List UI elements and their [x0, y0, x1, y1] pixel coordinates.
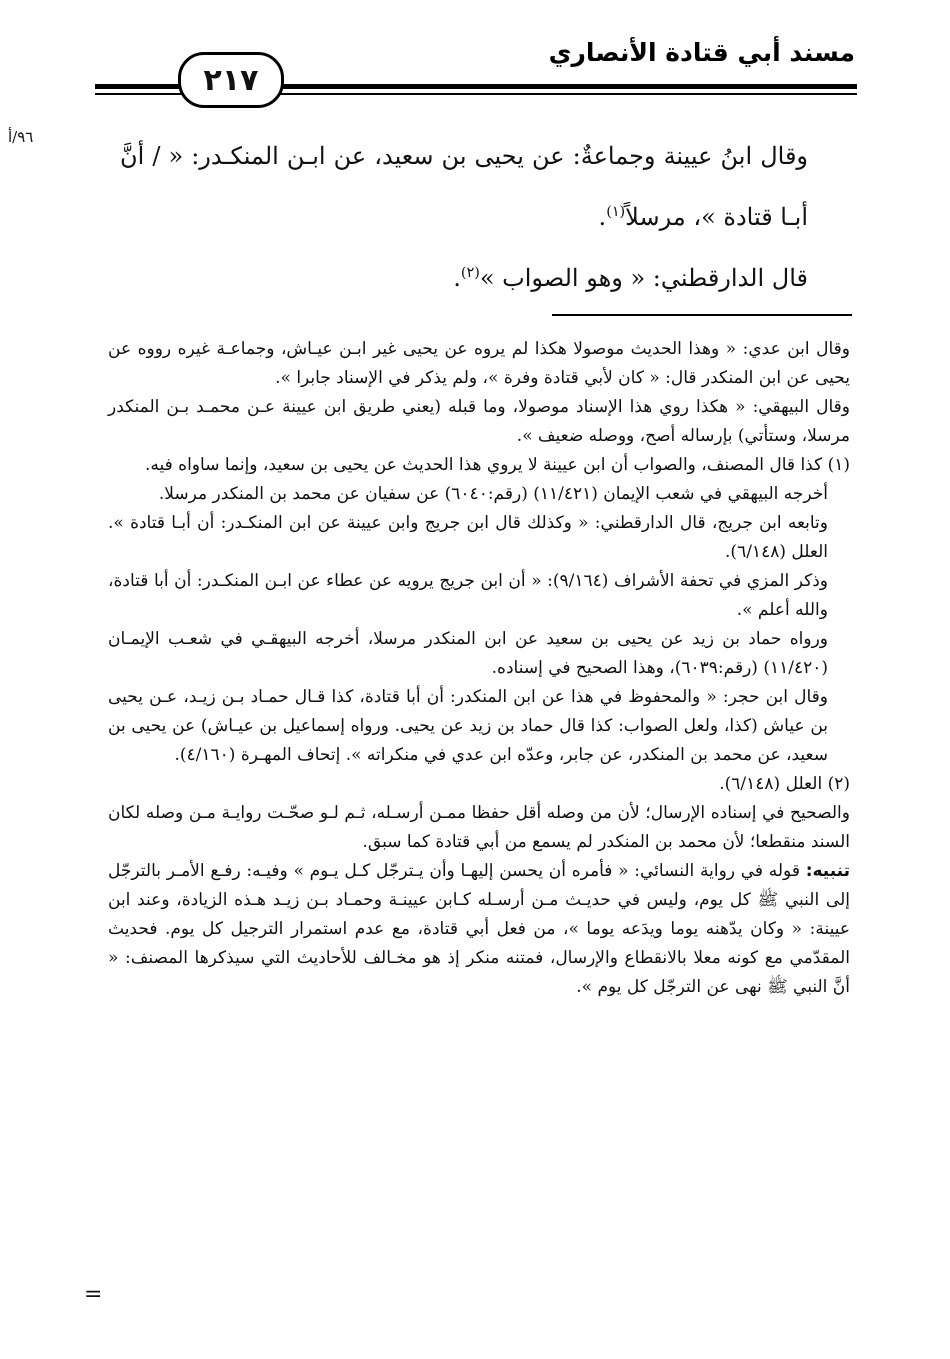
continuation-mark: = [84, 1282, 103, 1307]
footnotes [108, 335, 850, 1002]
footnote-ref: (١) [606, 204, 626, 220]
footnote-paragraph: ورواه حماد بن زيد عن يحيى بن سعيد عن ابن المنكدر مرسلا، أخرجه البيهقـي في شعـب الإيمـان (١١/٤٢٠) (رقم:٦٠٣٩)، وهذا الصحيح في إسناده. [108, 629, 828, 678]
main-paragraph: وقال ابنُ عيينة وجماعةٌ: عن يحيى بن سعيد، عن ابـن المنكـدر: « / أنَّ أبـا قتادة »، مرسلاً$^{(١)}$. [120, 142, 808, 231]
page-number: ٢١٧ [203, 62, 259, 98]
footnote-separator [552, 314, 852, 316]
tanbih-label: تنبيه: [805, 861, 850, 881]
page-number-frame [178, 52, 284, 108]
footnote-paragraph: وقال ابن عدي: « وهذا الحديث موصولا هكذا لم يروه عن يحيى غير ابـن عيـاش، وجماعـة غيره رووه عن يحيى عن ابن المنكدر قال: « كان لأبي قتادة وفرة »، ولم يذكر في الإسناد جابرا ». [108, 339, 850, 388]
tanbih-paragraph: تنبيه: قوله في رواية النسائي: « فأمره أن يحسن إليهـا وأن يـترجّل كـل يـوم » وفيـه: رفـع الأمـر بالترجّل إلى النبي ﷺ كل يوم، وليس في حديـث مـن أرسـله كـابن عيينـة وحمـاد بـن زيـد هـذه الزيادة، وعند ابن عيينة: « وكان يدّهنه يوما ويدَعه يوما »، من فعل أبي قتادة، مع عدم استمرار الترجيل كل يوم. فحديث المقدّمي مع كونه معلا بالانقطاع والإرسال، فمتنه منكر إذ هو مخـالف للأحاديث التي سيذكرها المصنف: « أنَّ النبي ﷺ نهى عن الترجّل كل يوم ». [108, 861, 850, 997]
footnote-paragraph: وذكر المزي في تحفة الأشراف (٩/١٦٤): « أن ابن جريج يرويه عن عطاء عن ابـن المنكـدر: أن أبا قتادة، والله أعلم ». [108, 571, 828, 620]
book-title: مسند أبي قتادة الأنصاري [548, 38, 855, 67]
footnote-paragraph: والصحيح في إسناده الإرسال؛ لأن من وصله أقل حفظا ممـن أرسـله، ثـم لـو صحّـت روايـة مـن وصله لكان السند منقطعا؛ لأن محمد بن المنكدر لم يسمع من أبي قتادة كما سبق. [108, 803, 850, 852]
main-paragraph: قال الدارقطني: « وهو الصواب »$^{(٢)}$. [453, 264, 808, 292]
main-text [120, 128, 820, 306]
footnote-paragraph: أخرجه البيهقي في شعب الإيمان (١١/٤٢١) (رقم:٦٠٤٠) عن سفيان عن محمد بن المنكدر مرسلا. [158, 484, 828, 504]
footnote-paragraph: وقال البيهقي: « هكذا روي هذا الإسناد موصولا، وما قبله (يعني طريق ابن عيينة عـن محمـد بـن المنكدر مرسلا، وستأتي) بإرساله أصح، ووصله ضعيف ». [108, 397, 850, 446]
footnote-paragraph: وقال ابن حجر: « والمحفوظ في هذا عن ابن المنكدر: أن أبا قتادة، كذا قـال حمـاد بـن زيـد، عـن يحيى بن عياش (كذا، ولعل الصواب: كذا قال حماد بن زيد عن يحيى. ورواه إسماعيل بن عيـاش) عن يحيى بن سعيد، عن محمد بن المنكدر، عن جابر، وعدّه ابن عدي في منكراته ». إتحاف المهـرة (٤/١٦٠). [108, 687, 828, 765]
footnote-1: (١) كذا قال المصنف، والصواب أن ابن عيينة لا يروي هذا الحديث عن يحيى بن سعيد، وإنما ساواه فيه. [145, 455, 850, 475]
footnote-paragraph: وتابعه ابن جريج، قال الدارقطني: « وكذلك قال ابن جريج وابن عيينة عن ابن المنكـدر: أن أبـا قتادة ». العلل (٦/١٤٨). [108, 513, 828, 562]
manuscript-folio-note: ٩٦/أ [8, 128, 34, 146]
footnote-2: (٢) العلل (٦/١٤٨). [719, 774, 850, 794]
footnote-ref: (٢) [460, 265, 480, 281]
